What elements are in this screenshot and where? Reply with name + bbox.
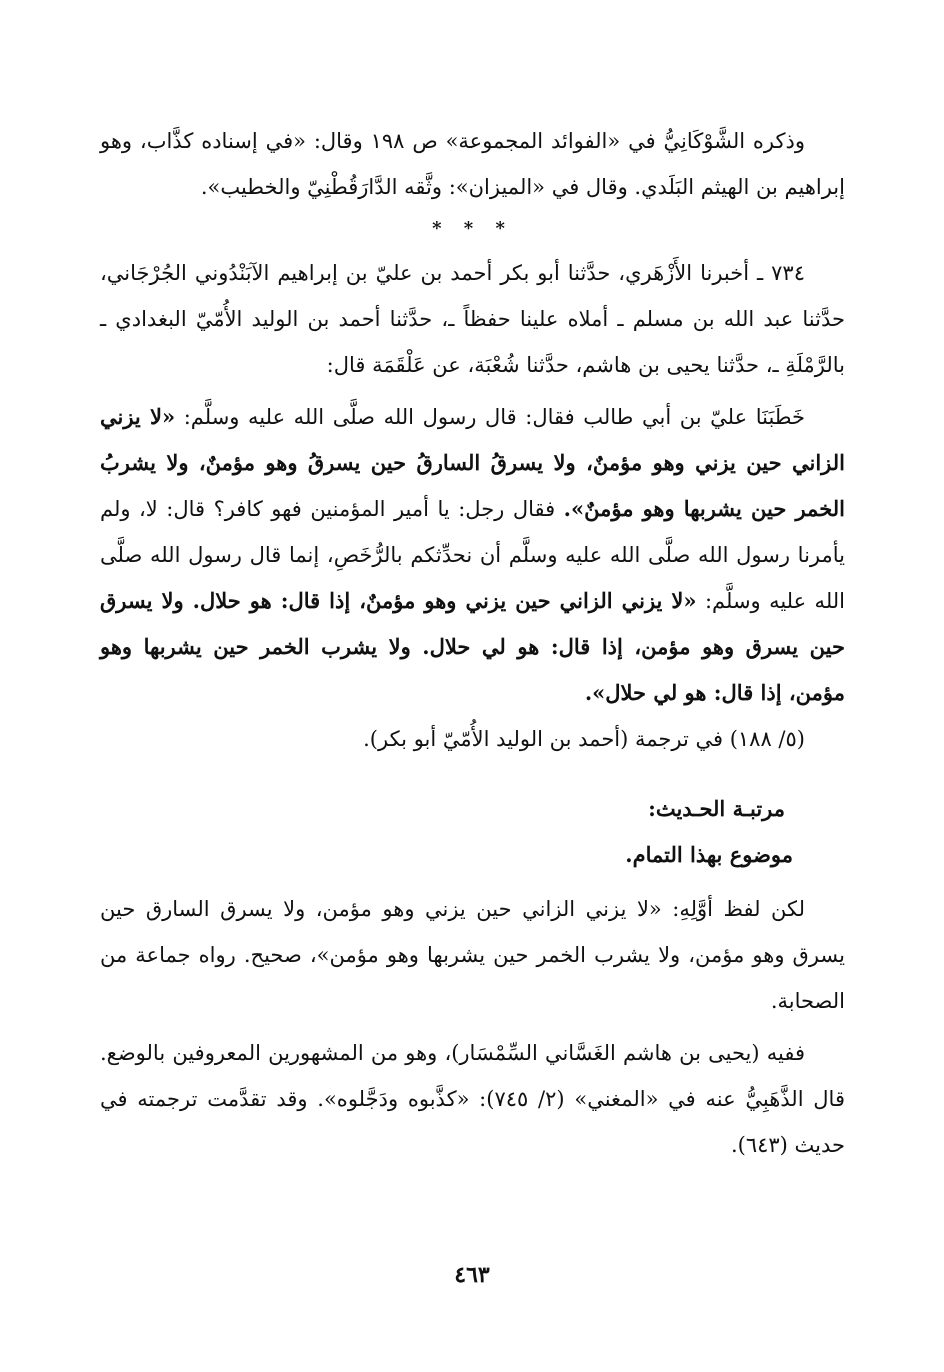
- section-separator: * * *: [432, 218, 513, 239]
- page-body: [100, 118, 845, 1168]
- grade-value: موضوع بهذا التمام.: [625, 842, 793, 867]
- note-paragraph-2: ففيه (يحيى بن هاشم الغَسَّاني السِّمْسَار)، وهو من المشهورين المعروفين بالوضع. قال الذَّهَبِيُّ عنه في «المغني» (٢/ ٧٤٥): «كذَّبوه ودَجَّلوه». وقد تقدَّمت ترجمته في حديث (٦٤٣).: [100, 1041, 845, 1157]
- note-paragraph-1: لكن لفظ أوَّلِهِ: «لا يزني الزاني حين يزني وهو مؤمن، ولا يسرق السارق حين يسرق وهو مؤمن، ولا يشرب الخمر حين يشربها وهو مؤمن»، صحيح. رواه جماعة من الصحابة.: [100, 897, 845, 1013]
- hadith-chain-paragraph: ٧٣٤ ـ أخبرنا الأَزْهَري، حدَّثنا أبو بكر أحمد بن عليّ بن إبراهيم الآبَنْدُوني الجُرْجَاني، حدَّثنا عبد الله بن مسلم ـ أملاه علينا حفظاً ـ، حدَّثنا أحمد بن الوليد الأُمّيّ البغدادي ـ بالرَّمْلَةِ ـ، حدَّثنا يحيى بن هاشم، حدَّثنا شُعْبَة، عن عَلْقَمَة قال:: [100, 261, 845, 377]
- hadith-text-continuation: فقال رجل: يا أمير المؤمنين فهو كافر؟ قال: لا، ولم يأمرنا رسول الله صلَّى الله عليه وسلَّم أن نحدِّثكم بالرُّخَصِ، إنما قال رسول الله صلَّى الله عليه وسلَّم:: [100, 497, 846, 613]
- hadith-text-paragraph: [100, 394, 845, 716]
- intro-paragraph: وذكره الشَّوْكَانِيُّ في «الفوائد المجموعة» ص ١٩٨ وقال: «في إسناده كذَّاب، وهو إبراهيم بن الهيثم البَلَدي. وقال في «الميزان»: وثَّقه الدَّارَقُطْنِيّ والخطيب».: [100, 129, 845, 199]
- source-reference: (٥/ ١٨٨) في ترجمة (أحمد بن الوليد الأُمّيّ أبو بكر).: [363, 727, 805, 751]
- page-number: ٤٦٣: [454, 1262, 490, 1288]
- hadith-text-lead: خَطَبَنَا عليّ بن أبي طالب فقال: قال رسول الله صلَّى الله عليه وسلَّم:: [183, 405, 805, 429]
- hadith-quote-1: «لا يزني الزاني حين يزني وهو مؤمنٌ، ولا يسرقُ السارقُ حين يسرقُ وهو مؤمنٌ، ولا يشربُ الخمر حين يشربها وهو مؤمنٌ».: [100, 404, 845, 521]
- hadith-quote-2: «لا يزني الزاني حين يزني وهو مؤمنٌ، إذا قال: هو حلال. ولا يسرق حين يسرق وهو مؤمن، إذا قال: هو لي حلال. ولا يشرب الخمر حين يشربها وهو مؤمن، إذا قال: هو لي حلال».: [100, 588, 845, 705]
- grade-heading: مرتبـة الحـديث:: [648, 796, 785, 821]
